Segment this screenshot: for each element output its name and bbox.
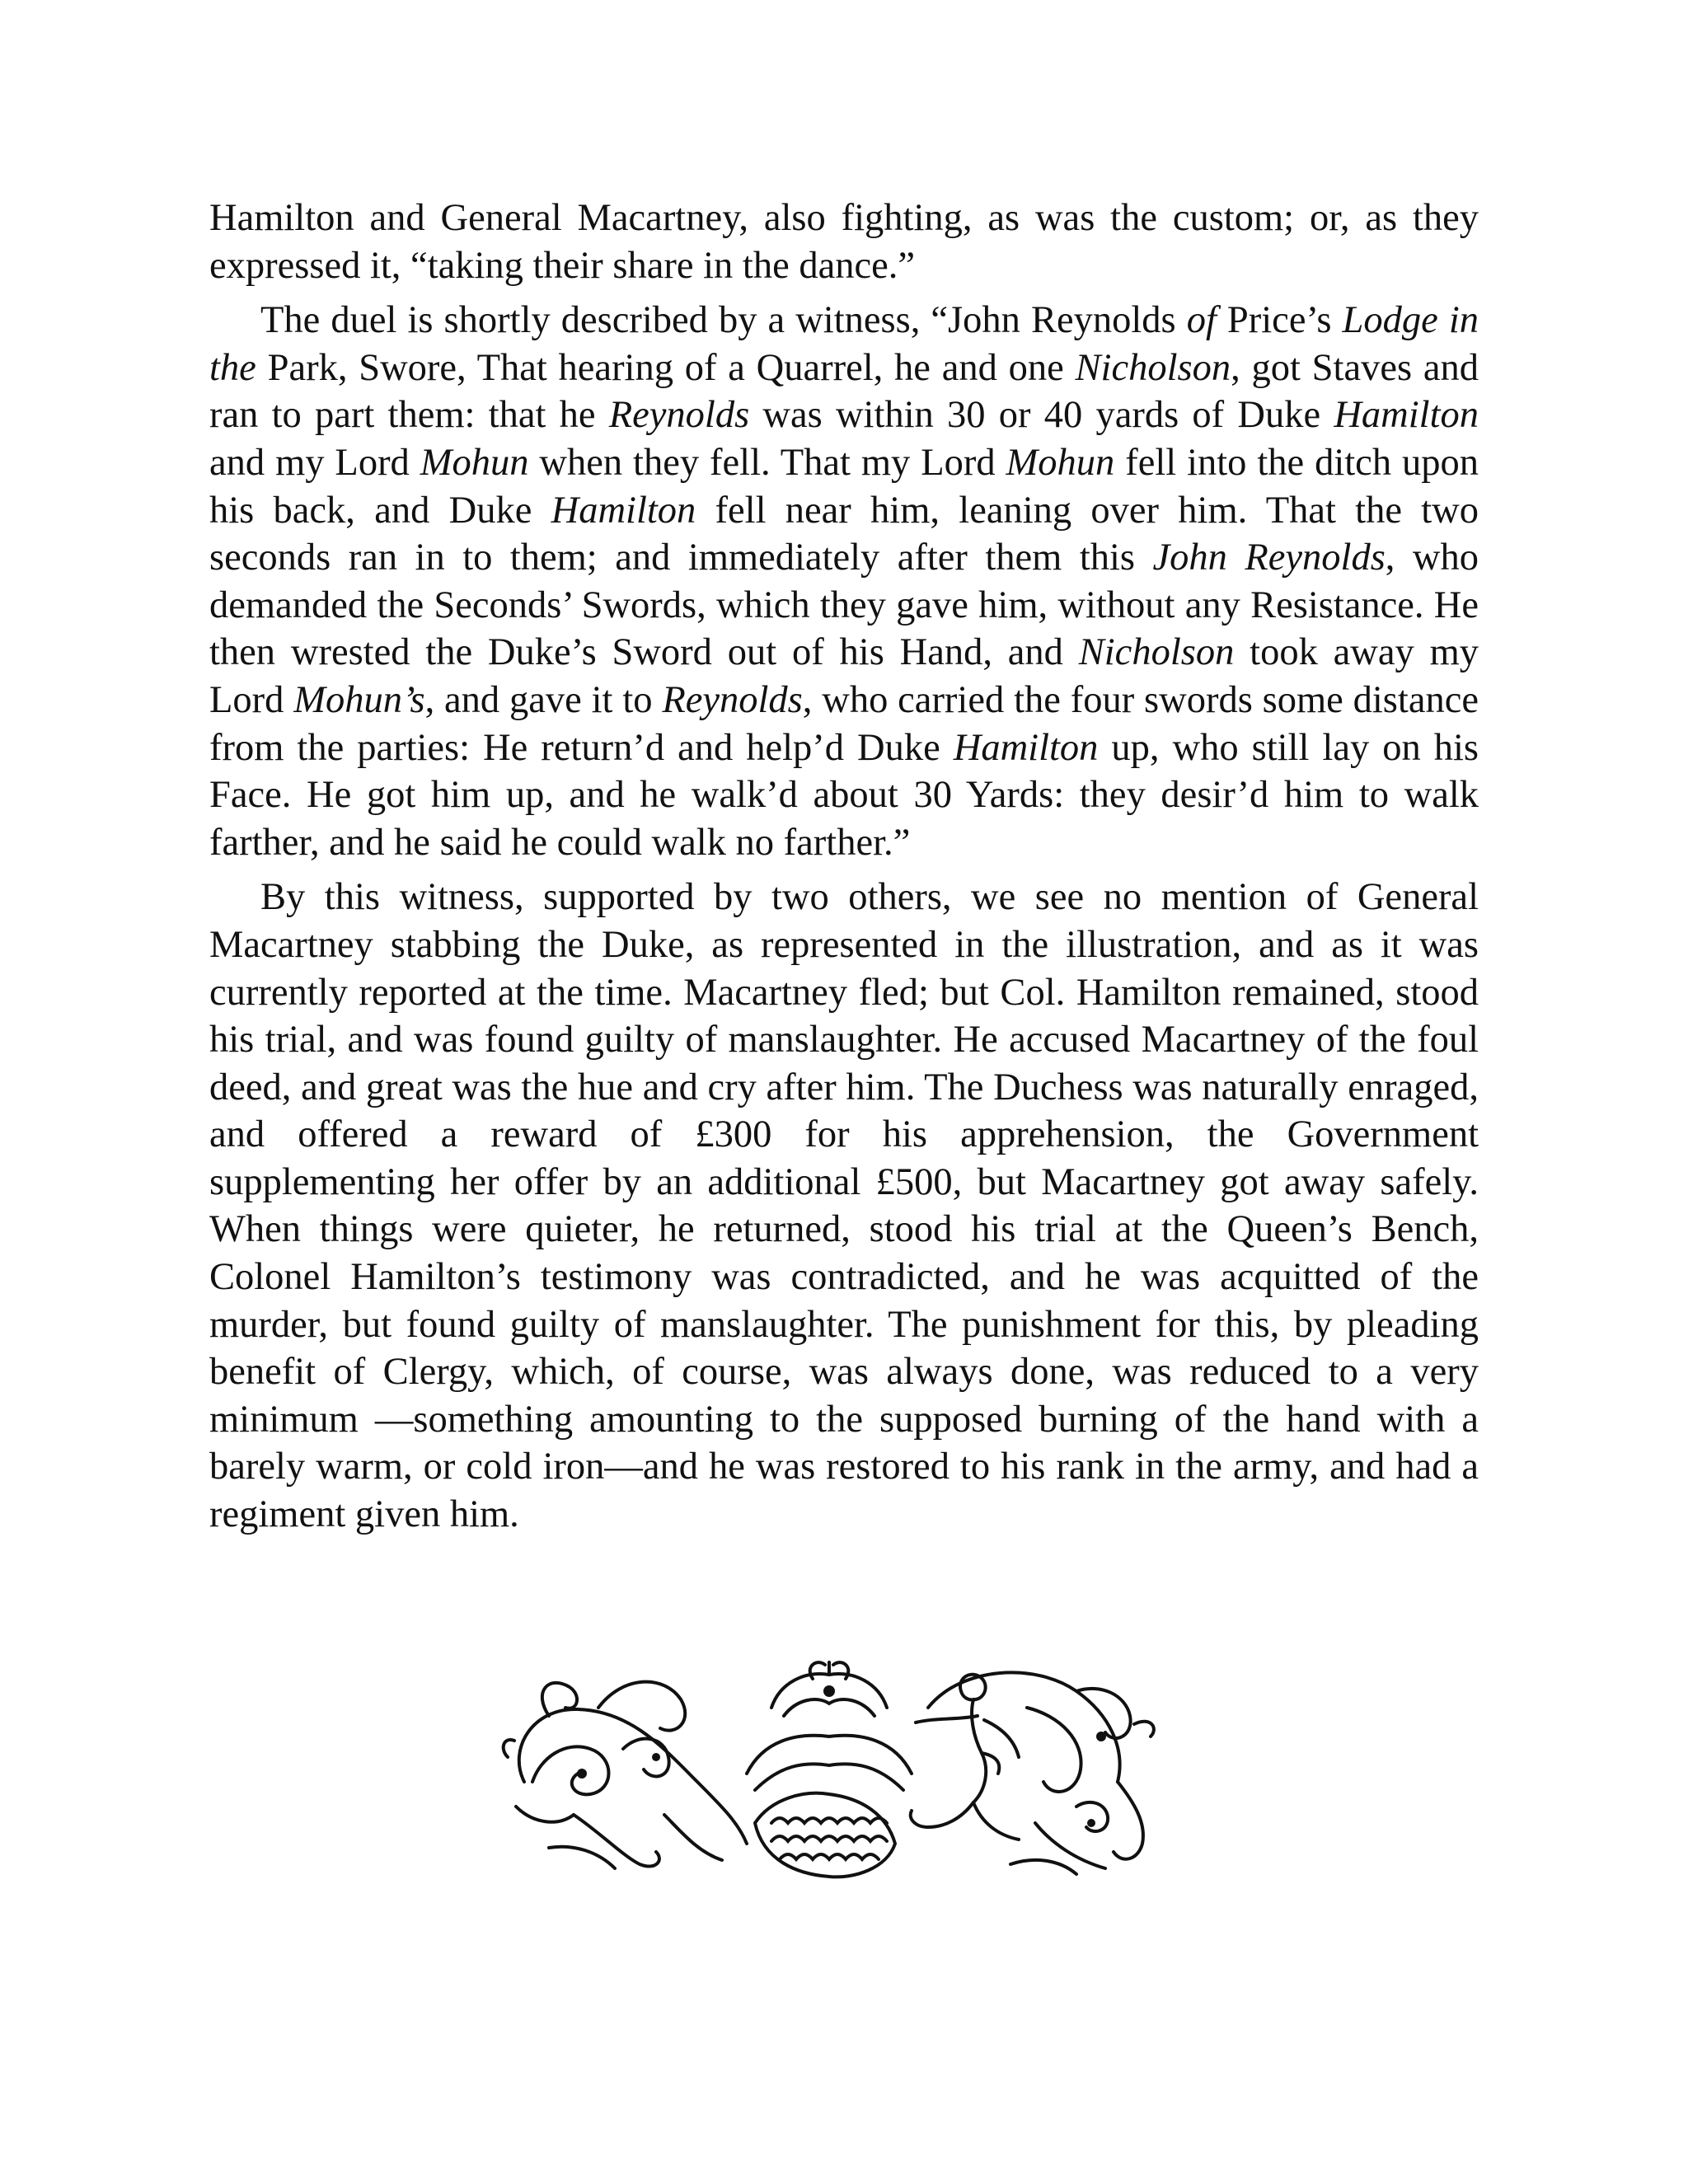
text-run: up, who still lay on his Face. He got him up, and he walk’d about 30 Yards: they desir’d him to walk farther, and he said he could walk no farther.” — [209, 726, 1479, 864]
mermaid-scroll-ornament-icon — [499, 1658, 1159, 1882]
body-text — [209, 194, 1479, 1539]
italic-text: Lodge in the — [209, 299, 1479, 389]
text-run: Park, Swore, That hearing of a Quarrel, he and one — [256, 346, 1076, 389]
italic-text: Hamilton — [953, 726, 1099, 769]
text-run: The duel is shortly described by a witness, “John Reynolds — [260, 299, 1187, 342]
text-run: , got Staves and ran to part them: that he — [209, 346, 1479, 437]
text-run: Hamilton and General Macartney, also fighting, as was the custom; or, as they expressed it, “taking their share in the dance.” — [209, 197, 1479, 287]
italic-text: Mohun — [420, 441, 529, 484]
italic-text: Nicholson — [1075, 346, 1231, 389]
italic-text: of — [1186, 299, 1217, 342]
italic-text: Nicholson — [1078, 631, 1235, 674]
paragraph — [209, 297, 1479, 866]
text-run: and my Lord — [209, 441, 420, 484]
italic-text: Reynolds — [608, 394, 750, 437]
italic-text: Mohun — [1006, 441, 1115, 484]
italic-text: Reynolds — [662, 678, 803, 721]
text-run: , who carried the four swords some distance from the parties: He return’d and help’d Duke — [209, 678, 1479, 769]
text-run: was within 30 or 40 yards of Duke — [749, 394, 1334, 437]
text-run: when they fell. That my Lord — [528, 441, 1006, 484]
text-run: By this witness, supported by two others, we see no mention of General Macartney stabbing the Duke, as represented in the illustration, and as it was currently reported at the time. Macartney fled; but Col. Hamilton remained, stood his trial, and was found guilty of manslaughter. He accused Macartney of the foul deed, and great was the hue and cry after him. The Duchess was naturally enraged, and offered a reward of £300 for his apprehension, the Government supplementing her offer by an additional £500, but Macartney got away safely. When things were quieter, he returned, stood his trial at the Queen’s Bench, Colonel Hamilton’s testimony was contradicted, and he was acquitted of the murder, but found guilty of manslaughter. The punishment for this, by pleading benefit of Clergy, which, of course, was always done, was reduced to a very minimum —something amounting to the supposed burning of the hand with a barely warm, or cold iron—and he was restored to his rank in the army, and had a regiment given him. — [209, 876, 1479, 1536]
text-run: fell near him, leaning over him. That the two seconds ran in to them; and immediately after them this — [209, 489, 1479, 579]
text-run: took away my Lord — [209, 631, 1479, 721]
italic-text: John Reynolds — [1152, 537, 1386, 579]
text-run: fell into the ditch upon his back, and Duke — [209, 441, 1479, 532]
text-run: Price’s — [1216, 299, 1343, 342]
text-run: , and gave it to — [424, 678, 663, 721]
italic-text: Hamilton — [1334, 394, 1479, 437]
text-run: , who demanded the Seconds’ Swords, which they gave him, without any Resistance. He then wrested the Duke’s Sword out of his Hand, and — [209, 537, 1479, 674]
italic-text: Hamilton — [551, 489, 696, 532]
paragraph — [209, 874, 1479, 1538]
italic-text: Mohun’s — [293, 678, 425, 721]
paragraph — [209, 194, 1479, 289]
